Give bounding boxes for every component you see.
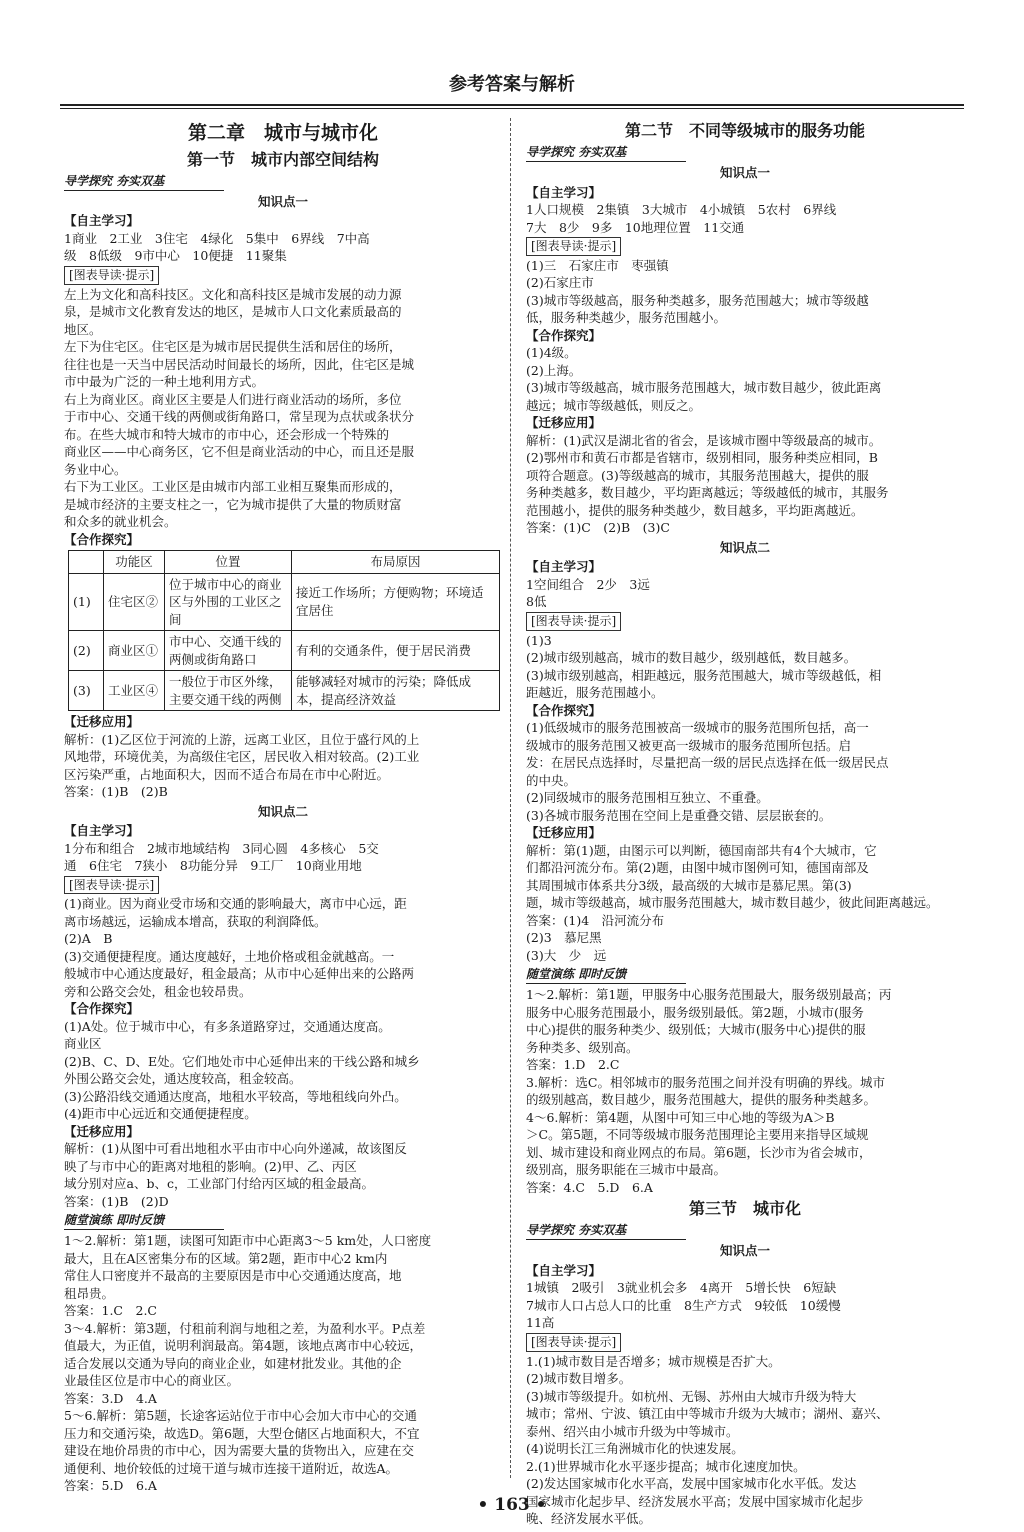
text-line: (4)距市中心远近和交通便捷程度。: [64, 1106, 257, 1122]
text-line: 11高: [526, 1315, 555, 1331]
text-line: 低，服务种类越少，服务范围越小。: [526, 310, 727, 326]
text-line: 3.解析：选C。相邻城市的服务范围之间并没有明确的界线。城市: [526, 1074, 885, 1090]
text-line: 解析：第(1)题，由图示可以判断，德国南部共有4个大城市，它: [526, 842, 877, 858]
function-zone-table: [68, 550, 500, 711]
chart-tip-label: [64, 875, 502, 896]
text-line: 左下为住宅区。住宅区是为城市居民提供生活和居住的场所，: [64, 339, 402, 355]
text-line: 答案：3.D 4.A: [64, 1390, 157, 1406]
section-banner: 导学探究 夯实双基: [526, 1222, 686, 1240]
text-line: 压力和交通污染，故选D。第6题，大型仓储区占地面积大，不宜: [64, 1425, 420, 1441]
text-line: 左上为文化和高科技区。文化和高科技区是城市发展的动力源: [64, 286, 402, 302]
text-line: 4～6.解析：第4题，从图中可知三中心地的等级为A＞B: [526, 1109, 835, 1125]
table-cell: 工业区④: [104, 671, 165, 711]
chart-tip-box: [图表导读·提示]: [526, 237, 621, 256]
table-row: [69, 573, 500, 631]
table-cell: 市中心、交通干线的两侧或街角路口: [165, 631, 292, 671]
text-line: 7大 8少 9多 10地理位置 11交通: [526, 219, 745, 235]
text-line: ＞C。第5题，不同等级城市服务范围理论主要用来指导区域规: [526, 1127, 869, 1143]
subheading: 【迁移应用】: [526, 415, 602, 431]
right-column: [526, 118, 964, 1527]
text-line: (3)大 少 远: [526, 947, 607, 963]
text-line: (1)A处。位于城市中心，有多条道路穿过，交通通达度高。: [64, 1018, 391, 1034]
table-cell: 住宅区②: [104, 573, 165, 631]
text-line: (2)城市数目增多。: [526, 1371, 632, 1387]
subheading: 【迁移应用】: [64, 714, 140, 730]
page-header: 参考答案与解析: [449, 74, 575, 95]
table-cell: (3): [69, 671, 104, 711]
text-line: 般城市中心通达度最好，租金最高；从市中心延伸出来的公路两: [64, 966, 415, 982]
knowledge-point-title: 知识点一: [257, 193, 308, 209]
text-line: 答案：1.C 2.C: [64, 1303, 157, 1319]
table-cell: 位于城市中心的商业区与外围的工业区之间: [165, 573, 292, 631]
text-line: 于市中心、交通干线的两侧或街角路口，常呈现为点状或条状分: [64, 409, 415, 425]
text-line: 往往也是一天当中居民活动时间最长的场所，因此，住宅区是城: [64, 356, 415, 372]
text-line: 中心)提供的服务种类少、级别低；大城市(服务中心)提供的服: [526, 1022, 866, 1038]
text-line: 答案：(1)4 沿河流分布: [526, 912, 665, 928]
text-line: 服务中心服务范围最小，服务级别最低。第2题，小城市(服务: [526, 1004, 864, 1020]
text-line: 答案：(1)C (2)B (3)C: [526, 520, 670, 536]
text-line: (3)公路沿线交通通达度高，地租水平较高，等地租线向外凸。: [64, 1088, 407, 1104]
page-number: • 163 •: [477, 1495, 547, 1515]
text-line: 旁和公路交会处，租金也较昂贵。: [64, 983, 252, 999]
text-line: (2)发达国家城市化水平高，发展中国家城市化水平低。发达: [526, 1476, 857, 1492]
text-line: (2)鄂州市和黄石市都是省辖市，级别相同，服务种类应相同，B: [526, 450, 878, 466]
section-banner: 导学探究 夯实双基: [64, 173, 224, 191]
text-line: 和众多的就业机会。: [64, 514, 177, 530]
section-banner: 随堂演练 即时反馈: [64, 1212, 224, 1230]
text-line: 项符合题意。(3)等级越高的城市，其服务范围越大，提供的服: [526, 467, 869, 483]
text-line: 越远；城市等级越低，则反之。: [526, 397, 702, 413]
subheading: 【合作探究】: [526, 702, 602, 718]
subheading: 【迁移应用】: [64, 1123, 140, 1139]
text-line: 常住人口密度并不最高的主要原因是市中心交通通达度高，地: [64, 1268, 402, 1284]
table-cell: 接近工作场所；方便购物；环境适宜居住: [292, 573, 500, 631]
table-header-cell: 功能区: [104, 551, 165, 574]
chart-tip-box: [图表导读·提示]: [64, 266, 159, 285]
chart-tip-label: [526, 1332, 964, 1353]
text-line: 离市场越远，运输成本增高，获取的利润降低。: [64, 913, 327, 929]
text-line: 距越近，服务范围越小。: [526, 685, 664, 701]
text-line: 商业区——中心商务区，它不但是商业活动的中心，而且还是服: [64, 444, 415, 460]
text-line: 级别高，服务职能在三城市中最高。: [526, 1162, 727, 1178]
text-line: (3)城市等级越高，服务种类越多，服务范围越大；城市等级越: [526, 292, 869, 308]
table-cell: 商业区①: [104, 631, 165, 671]
text-line: (1)三 石家庄市 枣强镇: [526, 257, 669, 273]
text-line: (1)低级城市的服务范围被高一级城市的服务范围所包括，高一: [526, 720, 869, 736]
text-line: (2)3 慕尼黑: [526, 930, 602, 946]
text-line: 发：在居民点选择时，尽量把高一级的居民点选择在低一级居民点: [526, 755, 889, 771]
text-line: 1分布和组合 2城市地域结构 3同心圆 4多核心 5交: [64, 840, 379, 856]
text-line: 8低: [526, 594, 547, 610]
text-line: (3)城市等级越高，城市服务范围越大，城市数目越少，彼此距离: [526, 380, 882, 396]
text-line: (3)城市级别越高，相距越远，服务范围越大，城市等级越低，相: [526, 667, 882, 683]
table-cell: 一般位于市区外缘，主要交通干线的两侧: [165, 671, 292, 711]
table-cell: (2): [69, 631, 104, 671]
subheading: 【合作探究】: [526, 327, 602, 343]
section-title: 第三节 城市化: [688, 1199, 801, 1219]
subheading: 【迁移应用】: [526, 825, 602, 841]
text-line: 市中最为广泛的一种土地利用方式。: [64, 374, 265, 390]
knowledge-point-title: 知识点二: [719, 539, 770, 555]
text-line: 答案：5.D 6.A: [64, 1478, 157, 1494]
section-title: 第一节 城市内部空间结构: [186, 149, 379, 169]
text-line: 2.(1)世界城市化水平逐步提高；城市化速度加快。: [526, 1458, 806, 1474]
text-line: (2)石家庄市: [526, 275, 594, 291]
text-line: 外围公路交会处，通达度较高，租金较高。: [64, 1071, 302, 1087]
column-divider: [510, 118, 511, 1478]
text-line: 地区。: [64, 321, 102, 337]
text-line: 的级别越高，数目越少，服务范围越大，提供的服务种类越多。: [526, 1092, 877, 1108]
table-cell: (1): [69, 573, 104, 631]
text-line: 解析：(1)武汉是湖北省的省会，是该城市圈中等级最高的城市。: [526, 432, 882, 448]
text-line: 务种类越多，数目越少，平均距离越远；等级越低的城市，其服务: [526, 485, 889, 501]
knowledge-point-title: 知识点一: [719, 1243, 770, 1259]
text-line: 解析：(1)乙区位于河流的上游，远离工业区，且位于盛行风的上: [64, 731, 420, 747]
text-line: 泉，是城市文化教育发达的地区，是城市人口文化素质最高的: [64, 304, 402, 320]
text-line: (2)城市级别越高，城市的数目越少，级别越低，数目越多。: [526, 650, 857, 666]
text-line: 租昂贵。: [64, 1285, 115, 1301]
left-column: [64, 118, 502, 1494]
text-line: (2)上海。: [526, 362, 582, 378]
knowledge-point-title: 知识点一: [719, 165, 770, 181]
text-line: 题，城市等级越高，城市服务范围越大，城市数目越少，彼此间距离越远。: [526, 895, 939, 911]
text-line: 风地带，环境优美，为高级住宅区，居民收入相对较高。(2)工业: [64, 749, 420, 765]
text-line: 1城镇 2吸引 3就业机会多 4离开 5增长快 6短缺: [526, 1280, 837, 1296]
text-line: 业最佳区位是市中心的商业区。: [64, 1373, 240, 1389]
text-line: 级 8低级 9市中心 10便捷 11聚集: [64, 248, 287, 264]
subheading: 【自主学习】: [526, 559, 602, 575]
text-line: 通便利、地价较低的过境干道与城市连接干道附近，故选A。: [64, 1460, 399, 1476]
text-line: 右下为工业区。工业区是由城市内部工业相互聚集而形成的，: [64, 479, 402, 495]
text-line: (2)同级城市的服务范围相互独立、不重叠。: [526, 790, 769, 806]
text-line: 商业区: [64, 1036, 102, 1052]
text-line: 国家城市化起步早、经济发展水平高；发展中国家城市化起步: [526, 1493, 864, 1509]
subheading: 【自主学习】: [526, 1262, 602, 1278]
text-line: 答案：(1)B (2)B: [64, 784, 168, 800]
text-line: 映了与市中心的距离对地租的影响。(2)甲、乙、丙区: [64, 1158, 357, 1174]
text-line: 1～2.解析：第1题，读图可知距市中心距离3～5 km处，人口密度: [64, 1233, 432, 1249]
chart-tip-label: [64, 265, 502, 286]
text-line: 1空间组合 2少 3远: [526, 576, 650, 592]
chart-tip-box: [图表导读·提示]: [526, 612, 621, 631]
chart-tip-label: [526, 236, 964, 257]
table-header-cell: 位置: [165, 551, 292, 574]
text-line: 域分别对应a、b、c，工业部门付给丙区域的租金最高。: [64, 1176, 374, 1192]
section-banner: 随堂演练 即时反馈: [526, 966, 686, 984]
table-cell: 有利的交通条件，便于居民消费: [292, 631, 500, 671]
chapter-title: 第二章 城市与城市化: [187, 122, 378, 144]
text-line: 5～6.解析：第5题，长途客运站位于市中心会加大市中心的交通: [64, 1408, 417, 1424]
text-line: (3)交通便捷程度。通达度越好，土地价格或租金就越高。一: [64, 948, 395, 964]
text-line: (1)4级。: [526, 345, 577, 361]
subheading: 【自主学习】: [64, 213, 140, 229]
text-line: 值最大，为正值，说明利润最高。第4题，该地点离市中心较远，: [64, 1338, 422, 1354]
text-line: 通 6住宅 7狭小 8功能分异 9工厂 10商业用地: [64, 858, 362, 874]
text-line: 的中央。: [526, 772, 577, 788]
chart-tip-label: [526, 611, 964, 632]
text-line: 1人口规模 2集镇 3大城市 4小城镇 5农村 6界线: [526, 202, 837, 218]
text-line: 适合发展以交通为导向的商业企业，如建材批发业。其他的企: [64, 1355, 402, 1371]
table-header-cell: [69, 551, 104, 574]
text-line: 是城市经济的主要支柱之一，它为城市提供了大量的物质财富: [64, 496, 402, 512]
text-line: 范围越小，提供的服务种类越少，数目越多，平均距离越近。: [526, 502, 864, 518]
text-line: (2)B、C、D、E处。它们地处市中心延伸出来的干线公路和城乡: [64, 1053, 420, 1069]
table-cell: 能够减轻对城市的污染；降低成本，提高经济效益: [292, 671, 500, 711]
text-line: 建设在地价昂贵的市中心，因为需要大量的货物出入，应建在交: [64, 1443, 415, 1459]
text-line: 城市；常州、宁波、镇江由中等城市升级为大城市；湖州、嘉兴、: [526, 1406, 889, 1422]
text-line: 右上为商业区。商业区主要是人们进行商业活动的场所，多位: [64, 391, 402, 407]
section-banner: 导学探究 夯实双基: [526, 144, 686, 162]
text-line: 其周围城市体系共分3级，最高级的大城市是慕尼黑。第(3): [526, 877, 852, 893]
text-line: 最大，且在A区密集分布的区域。第2题，距市中心2 km内: [64, 1250, 388, 1266]
text-line: 答案：(1)B (2)D: [64, 1193, 169, 1209]
text-line: 级城市的服务范围又被更高一级城市的服务范围所包括。启: [526, 737, 852, 753]
text-line: 解析：(1)从图中可看出地租水平由市中心向外递减，故该图反: [64, 1141, 407, 1157]
text-line: (4)说明长江三角洲城市化的快速发展。: [526, 1441, 744, 1457]
subheading: 【合作探究】: [64, 531, 140, 547]
text-line: 务业中心。: [64, 461, 127, 477]
text-line: 泰州、绍兴由小城市升级为中等城市。: [526, 1423, 739, 1439]
text-line: (1)3: [526, 632, 552, 648]
text-line: (3)城市等级提升。如杭州、无锡、苏州由大城市升级为特大: [526, 1388, 857, 1404]
subheading: 【合作探究】: [64, 1001, 140, 1017]
table-row: [69, 671, 500, 711]
knowledge-point-title: 知识点二: [257, 803, 308, 819]
text-line: 答案：1.D 2.C: [526, 1057, 620, 1073]
chart-tip-box: [图表导读·提示]: [526, 1333, 621, 1352]
chart-tip-box: [图表导读·提示]: [64, 876, 159, 895]
text-line: 答案：4.C 5.D 6.A: [526, 1179, 653, 1195]
header-rule-thin: [60, 108, 964, 109]
text-line: 们都沿河流分布。第(2)题，由图中城市图例可知，德国南部及: [526, 860, 869, 876]
text-line: 布。在些大城市和特大城市的市中心，还会形成一个特殊的: [64, 426, 390, 442]
text-line: 1商业 2工业 3住宅 4绿化 5集中 6界线 7中高: [64, 230, 370, 246]
text-line: 1.(1)城市数目是否增多；城市规模是否扩大。: [526, 1353, 781, 1369]
text-line: 1～2.解析：第1题，甲服务中心服务范围最大，服务级别最高；丙: [526, 987, 892, 1003]
subheading: 【自主学习】: [526, 184, 602, 200]
table-row: [69, 631, 500, 671]
text-line: 务种类多、级别高。: [526, 1039, 639, 1055]
subheading: 【自主学习】: [64, 823, 140, 839]
text-line: 3～4.解析：第3题，付租前利润与地租之差，为盈利水平。P点差: [64, 1320, 426, 1336]
text-line: 晚、经济发展水平低。: [526, 1511, 652, 1527]
header-rule: [60, 104, 964, 106]
text-line: (3)各城市服务范围在空间上是重叠交错、层层嵌套的。: [526, 807, 832, 823]
text-line: (2)A B: [64, 931, 113, 947]
section-title: 第二节 不同等级城市的服务功能: [624, 121, 865, 140]
text-line: 划、城市建设和商业网点的布局。第6题，长沙市为省会城市，: [526, 1144, 872, 1160]
text-line: 区污染严重，占地面积大，因而不适合布局在市中心附近。: [64, 766, 390, 782]
text-line: 7城市人口占总人口的比重 8生产方式 9较低 10缓慢: [526, 1297, 841, 1313]
table-header-cell: 布局原因: [292, 551, 500, 574]
text-line: (1)商业。因为商业受市场和交通的影响最大，离市中心远，距: [64, 896, 407, 912]
